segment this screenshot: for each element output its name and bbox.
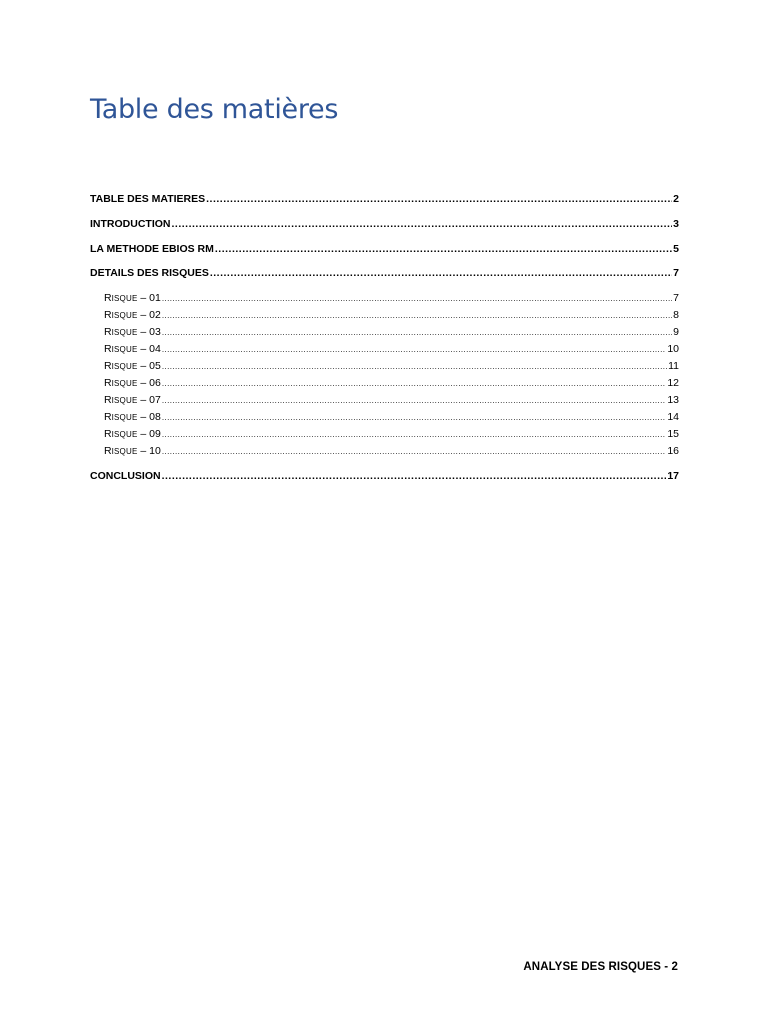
toc-entry-label: RISQUE – 07 <box>104 394 161 406</box>
toc-entry-label: DETAILS DES RISQUES <box>90 267 209 279</box>
toc-entry-label: RISQUE – 02 <box>104 309 161 321</box>
dot-leader <box>215 243 672 255</box>
toc-entry-label: RISQUE – 01 <box>104 292 161 304</box>
toc-entry-label: RISQUE – 03 <box>104 326 161 338</box>
toc-entry-introduction[interactable] <box>90 218 679 230</box>
dot-leader <box>162 328 672 337</box>
dot-leader <box>162 379 666 388</box>
toc-entry-methode-ebios[interactable] <box>90 243 679 255</box>
toc-entry-conclusion[interactable] <box>90 470 679 482</box>
toc-entry-label: LA METHODE EBIOS RM <box>90 243 214 255</box>
dot-leader <box>162 430 666 439</box>
toc-entry-risque-05[interactable] <box>104 360 679 372</box>
toc-entry-label: RISQUE – 10 <box>104 445 161 457</box>
dot-leader <box>162 413 666 422</box>
toc-entry-label: RISQUE – 05 <box>104 360 161 372</box>
dot-leader <box>162 447 666 456</box>
toc-entry-risque-01[interactable] <box>104 292 679 304</box>
dot-leader <box>162 345 666 354</box>
toc-entry-page: 10 <box>667 343 679 355</box>
toc-entry-risque-10[interactable] <box>104 445 679 457</box>
dot-leader <box>162 311 672 320</box>
toc-entry-label: RISQUE – 09 <box>104 428 161 440</box>
toc-entry-page: 12 <box>667 377 679 389</box>
toc-entry-page: 15 <box>667 428 679 440</box>
dot-leader <box>210 267 672 279</box>
toc-entry-page: 16 <box>667 445 679 457</box>
toc-entry-page: 3 <box>673 218 679 230</box>
dot-leader <box>206 193 672 205</box>
toc-entry-page: 17 <box>667 470 679 482</box>
toc-entry-page: 2 <box>673 193 679 205</box>
toc-entry-page: 7 <box>673 292 679 304</box>
toc-entry-details-des-risques[interactable] <box>90 267 679 279</box>
toc-entry-page: 14 <box>667 411 679 423</box>
toc-entry-risque-07[interactable] <box>104 394 679 406</box>
toc-entry-risque-06[interactable] <box>104 377 679 389</box>
toc-entry-label: TABLE DES MATIERES <box>90 193 206 205</box>
toc-entry-page: 8 <box>673 309 679 321</box>
toc-entry-risque-03[interactable] <box>104 326 679 338</box>
toc-entry-risque-09[interactable] <box>104 428 679 440</box>
toc-entry-page: 11 <box>668 360 679 372</box>
toc-entry-label: INTRODUCTION <box>90 218 171 230</box>
page-footer: ANALYSE DES RISQUES - 2 <box>523 961 678 973</box>
toc-entry-table-des-matieres[interactable] <box>90 193 679 205</box>
toc-entry-label: RISQUE – 08 <box>104 411 161 423</box>
toc-entry-label: CONCLUSION <box>90 470 161 482</box>
toc-entry-risque-04[interactable] <box>104 343 679 355</box>
dot-leader <box>162 470 667 482</box>
toc-entry-label: RISQUE – 06 <box>104 377 161 389</box>
dot-leader <box>162 362 667 371</box>
toc-entry-page: 5 <box>673 243 679 255</box>
toc-entry-label: RISQUE – 04 <box>104 343 161 355</box>
dot-leader <box>172 218 673 230</box>
dot-leader <box>162 294 672 303</box>
toc-entry-risque-02[interactable] <box>104 309 679 321</box>
toc-entry-page: 7 <box>673 267 679 279</box>
toc-entry-page: 9 <box>673 326 679 338</box>
page-title: Table des matières <box>90 94 339 125</box>
dot-leader <box>162 396 666 405</box>
toc-entry-risque-08[interactable] <box>104 411 679 423</box>
toc-entry-page: 13 <box>667 394 679 406</box>
